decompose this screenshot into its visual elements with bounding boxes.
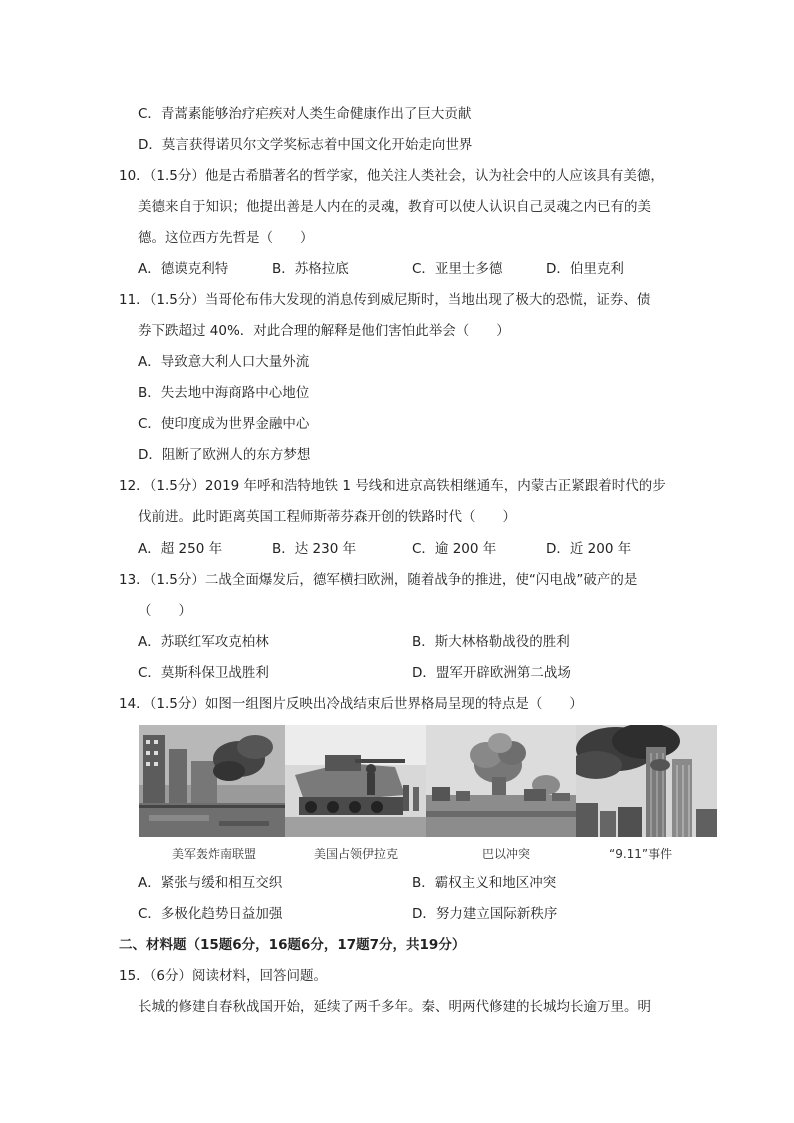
caption-conflict: 巴以冲突 [482, 847, 531, 861]
q11-stem-line1: 11．（1.5分）当哥伦布伟大发现的消息传到威尼斯时，当地出现了极大的恐慌，证券、债 [119, 292, 651, 308]
q12-option-a: A．超 250 年 [138, 541, 223, 557]
q14-option-d: D．努力建立国际新秩序 [412, 906, 558, 922]
q12-option-b: B．达 230 年 [272, 541, 357, 557]
q10-option-b: B．苏格拉底 [272, 261, 349, 277]
q12-stem-line2: 伐前进。此时距离英国工程师斯蒂芬森开创的铁路时代（ ） [138, 509, 516, 525]
photo-911 [576, 725, 717, 837]
q10-stem-line2: 美德来自于知识；他提出善是人内在的灵魂，教育可以使人认识自己灵魂之内已有的美 [138, 199, 651, 215]
caption-911: “9.11”事件 [609, 847, 673, 861]
q10-option-d: D．伯里克利 [546, 261, 624, 277]
q11-option-a: A．导致意大利人口大量外流 [138, 354, 310, 370]
section-2-title: 二、材料题（15题6分，16题6分，17题7分，共19分） [119, 937, 466, 953]
photo-iraq [285, 725, 426, 837]
q14-photo-strip [139, 725, 717, 837]
q15-stem-line1: 15．（6分）阅读材料，回答问题。 [119, 968, 328, 984]
q11-option-c: C．使印度成为世界金融中心 [138, 416, 310, 432]
q15-material-line1: 长城的修建自春秋战国开始，延续了两千多年。秦、明两代修建的长城均长逾万里。明 [138, 999, 651, 1015]
q13-option-a: A．苏联红军攻克柏林 [138, 634, 269, 650]
photo-conflict [426, 725, 576, 837]
q13-option-d: D．盟军开辟欧洲第二战场 [412, 665, 571, 681]
q9-option-d: D．莫言获得诺贝尔文学奖标志着中国文化开始走向世界 [138, 137, 473, 153]
q10-stem-line1: 10．（1.5分）他是古希腊著名的哲学家，他关注人类社会，认为社会中的人应该具有美德， [119, 168, 664, 184]
q11-option-b: B．失去地中海商路中心地位 [138, 385, 310, 401]
q10-option-c: C．亚里士多德 [412, 261, 503, 277]
q11-option-d: D．阻断了欧洲人的东方梦想 [138, 447, 311, 463]
q13-stem-line1: 13．（1.5分）二战全面爆发后，德军横扫欧洲，随着战争的推进，使“闪电战”破产的是 [119, 572, 638, 588]
q10-option-a: A．德谟克利特 [138, 261, 229, 277]
photo-bombing [139, 725, 285, 837]
q13-stem-line2: （ ） [138, 603, 192, 619]
q14-option-c: C．多极化趋势日益加强 [138, 906, 283, 922]
q14-option-a: A．紧张与缓和相互交织 [138, 875, 283, 891]
q9-option-c: C．青蒿素能够治疗疟疾对人类生命健康作出了巨大贡献 [138, 106, 472, 122]
q10-stem-line3: 德。这位西方先哲是（ ） [138, 230, 314, 246]
caption-iraq: 美国占领伊拉克 [314, 847, 399, 861]
q12-option-c: C．逾 200 年 [412, 541, 497, 557]
q13-option-c: C．莫斯科保卫战胜利 [138, 665, 269, 681]
q14-stem-line1: 14．（1.5分）如图一组图片反映出冷战结束后世界格局呈现的特点是（ ） [119, 696, 583, 712]
caption-bombing: 美军轰炸南联盟 [172, 847, 257, 861]
q14-option-b: B．霸权主义和地区冲突 [412, 875, 557, 891]
q12-option-d: D．近 200 年 [546, 541, 632, 557]
q11-stem-line2: 券下跌超过 40%．对此合理的解释是他们害怕此举会（ ） [138, 323, 510, 339]
q12-stem-line1: 12．（1.5分）2019 年呼和浩特地铁 1 号线和进京高铁相继通车，内蒙古正紧跟着时代的步 [119, 478, 666, 494]
q13-option-b: B．斯大林格勒战役的胜利 [412, 634, 570, 650]
